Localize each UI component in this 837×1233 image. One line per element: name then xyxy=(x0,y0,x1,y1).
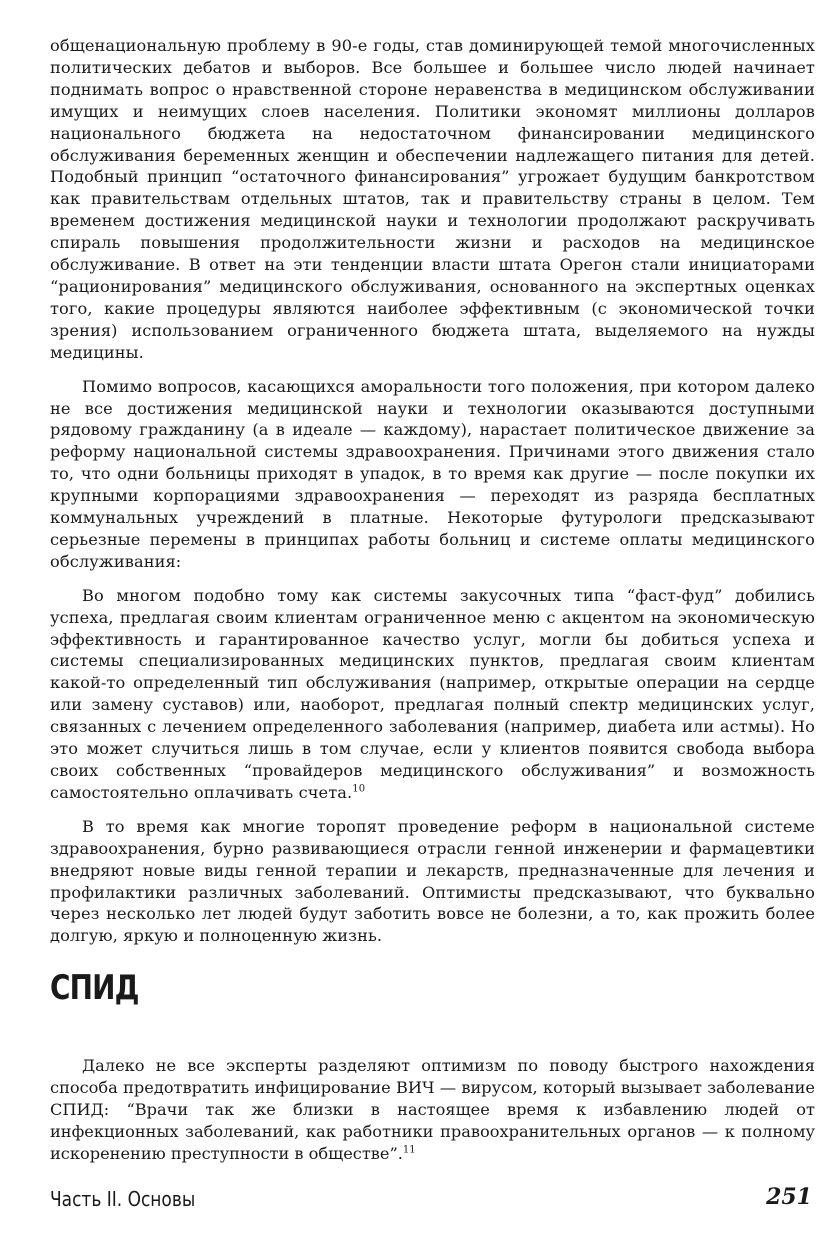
footnote-ref-10: 10 xyxy=(352,783,366,795)
paragraph-3-quote xyxy=(50,585,815,804)
main-text xyxy=(50,35,815,959)
paragraph-2: Помимо вопросов, касающихся аморальности того положения, при котором далеко не все достижения медицинской науки и технологии оказываются доступными рядовому гражданину (а в идеале — каждому), нарастает политическое движение за реформу национальной системы здравоохранения. Причинами этого движения стало то, что одни больницы приходят в упадок, в то время как другие — после покупки их крупными корпорациями здравоохранения — переходят из разряда бесплатных коммунальных учреждений в платные. Некоторые футурологи предсказывают серьезные перемены в принципах работы больниц и системе оплаты медицинского обслуживания: xyxy=(50,376,815,571)
section-paragraph-1-text: Далеко не все эксперты разделяют оптимизм по поводу быстрого нахождения способа предотвратить инфицирование ВИЧ — вирусом, который вызывает заболевание СПИД: “Врачи так же близки в настоящее время к избавлению людей от инфекционных заболеваний, как работники правоохранительных органов — к полному искоренению преступности в обществе”. xyxy=(50,1056,815,1163)
page-number: 251 xyxy=(766,1184,812,1210)
section-heading: СПИД xyxy=(50,968,139,1008)
paragraph-1: общенациональную проблему в 90-е годы, став доминирующей темой многочисленных политических дебатов и выборов. Все большее и большее число людей начинает поднимать вопрос о нравственной стороне неравенства в медицинском обслуживании имущих и неимущих слоев населения. Политики экономят миллионы долларов национального бюджета на недостаточном финансировании медицинского обслуживания беременных женщин и обеспечении надлежащего питания для детей. Подобный принцип “остаточного финансирования” угрожает будущим банкротством как правительствам отдельных штатов, так и правительству страны в целом. Тем временем достижения медицинской науки и технологии продолжают раскручивать спираль повышения продолжительности жизни и расходов на медицинское обслуживание. В ответ на эти тенденции власти штата Орегон стали инициаторами “рационирования” медицинского обслуживания, основанного на экспертных оценках того, какие процедуры являются наиболее эффективным (с экономической точки зрения) использованием ограниченного бюджета штата, выделяемого на нужды медицины. xyxy=(50,36,815,362)
paragraph-4: В то время как многие торопят проведение реформ в национальной системе здравоохранения, бурно развивающиеся отрасли генной инженерии и фармацевтики внедряют новые виды генной терапии и лекарств, предназначенные для лечения и профилактики различных заболеваний. Оптимисты предсказывают, что буквально через несколько лет людей будут заботить вовсе не болезни, а то, как прожить более долгую, яркую и полноценную жизнь. xyxy=(50,816,815,946)
section-paragraph-1 xyxy=(50,1055,815,1165)
running-footer-part: Часть II. Основы xyxy=(50,1187,196,1211)
paragraph-3-text: Во многом подобно тому как системы закусочных типа “фаст-фуд” добились успеха, предлагая своим клиентам ограниченное меню с акцентом на экономическую эффективность и гарантированное качество услуг, могли бы добиться успеха и системы специализированных медицинских пунктов, предлагая своим клиентам какой-то определенный тип обслуживания (например, открытые операции на сердце или замену суставов) или, наоборот, предлагая полный спектр медицинских услуг, связанных с лечением определенного заболевания (например, диабета или астмы). Но это может случиться лишь в том случае, если у клиентов появится свобода выбора своих собственных “провайдеров медицинского обслуживания” и возможность самостоятельно оплачивать счета. xyxy=(50,585,815,802)
footnote-ref-11: 11 xyxy=(402,1144,416,1156)
